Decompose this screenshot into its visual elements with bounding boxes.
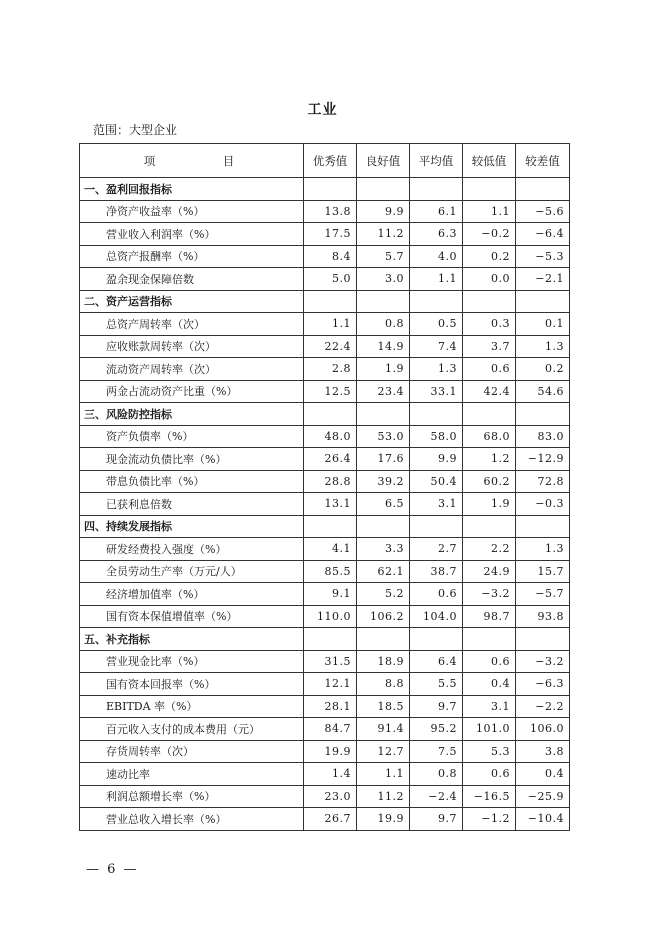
section-row <box>80 403 570 426</box>
indicator-label: 百元收入支付的成本费用（元） <box>80 718 304 741</box>
indicator-label: 盈余现金保障倍数 <box>80 268 304 291</box>
value-cell <box>463 178 516 201</box>
value-cell: 48.0 <box>304 425 357 448</box>
indicator-label: 存货周转率（次） <box>80 740 304 763</box>
value-cell: 3.7 <box>463 335 516 358</box>
value-cell: 0.6 <box>463 763 516 786</box>
value-cell <box>516 628 570 651</box>
value-cell: 5.0 <box>304 268 357 291</box>
value-cell: 1.3 <box>410 358 463 381</box>
indicator-label: 已获利息倍数 <box>80 493 304 516</box>
scope-label: 范围：大型企业 <box>93 123 178 137</box>
table-row <box>80 560 570 583</box>
value-cell: −5.3 <box>516 245 570 268</box>
value-cell: 58.0 <box>410 425 463 448</box>
value-cell: 0.8 <box>410 763 463 786</box>
value-cell: 5.3 <box>463 740 516 763</box>
table-header-row <box>80 144 570 178</box>
value-cell: 0.1 <box>516 313 570 336</box>
value-cell <box>410 515 463 538</box>
value-cell: 91.4 <box>357 718 410 741</box>
column-header: 优秀值 <box>304 144 357 178</box>
value-cell: 39.2 <box>357 470 410 493</box>
value-cell <box>410 178 463 201</box>
value-cell: 24.9 <box>463 560 516 583</box>
value-cell: −5.7 <box>516 583 570 606</box>
section-label: 二、资产运营指标 <box>80 290 304 313</box>
indicator-label: 流动资产周转率（次） <box>80 358 304 381</box>
value-cell: 12.7 <box>357 740 410 763</box>
value-cell: 9.7 <box>410 808 463 831</box>
value-cell: 6.4 <box>410 650 463 673</box>
value-cell <box>304 403 357 426</box>
value-cell: 0.2 <box>463 245 516 268</box>
table-row <box>80 313 570 336</box>
page-title: 工业 <box>307 102 338 118</box>
value-cell <box>410 403 463 426</box>
value-cell: 62.1 <box>357 560 410 583</box>
value-cell <box>357 178 410 201</box>
value-cell: 8.8 <box>357 673 410 696</box>
table-row <box>80 808 570 831</box>
value-cell: 4.1 <box>304 538 357 561</box>
indicator-label: 研发经费投入强度（%） <box>80 538 304 561</box>
value-cell: 17.5 <box>304 223 357 246</box>
column-header: 良好值 <box>357 144 410 178</box>
table-row <box>80 718 570 741</box>
value-cell: 106.2 <box>357 605 410 628</box>
value-cell: 2.8 <box>304 358 357 381</box>
value-cell <box>304 628 357 651</box>
value-cell: 53.0 <box>357 425 410 448</box>
indicator-label: 资产负债率（%） <box>80 425 304 448</box>
value-cell: −12.9 <box>516 448 570 471</box>
section-label: 一、盈利回报指标 <box>80 178 304 201</box>
value-cell: 12.5 <box>304 380 357 403</box>
value-cell: 110.0 <box>304 605 357 628</box>
value-cell: 7.5 <box>410 740 463 763</box>
value-cell <box>357 628 410 651</box>
value-cell: 28.1 <box>304 695 357 718</box>
section-label: 五、补充指标 <box>80 628 304 651</box>
table-row <box>80 695 570 718</box>
value-cell <box>357 515 410 538</box>
section-label: 四、持续发展指标 <box>80 515 304 538</box>
indicator-label: 带息负债比率（%） <box>80 470 304 493</box>
value-cell: 11.2 <box>357 223 410 246</box>
value-cell: 15.7 <box>516 560 570 583</box>
value-cell: −10.4 <box>516 808 570 831</box>
value-cell: 42.4 <box>463 380 516 403</box>
value-cell: 5.7 <box>357 245 410 268</box>
section-row <box>80 515 570 538</box>
value-cell: 0.3 <box>463 313 516 336</box>
value-cell: 33.1 <box>410 380 463 403</box>
value-cell: 1.1 <box>357 763 410 786</box>
value-cell <box>463 515 516 538</box>
value-cell: 4.0 <box>410 245 463 268</box>
value-cell: 1.2 <box>463 448 516 471</box>
value-cell: −0.3 <box>516 493 570 516</box>
column-header: 较差值 <box>516 144 570 178</box>
value-cell: −2.1 <box>516 268 570 291</box>
table-row <box>80 583 570 606</box>
value-cell: 9.9 <box>357 200 410 223</box>
value-cell: 60.2 <box>463 470 516 493</box>
table-row <box>80 650 570 673</box>
column-header: 平均值 <box>410 144 463 178</box>
value-cell: 0.2 <box>516 358 570 381</box>
value-cell: 54.6 <box>516 380 570 403</box>
value-cell <box>410 628 463 651</box>
table-row <box>80 470 570 493</box>
table-row <box>80 223 570 246</box>
value-cell: 68.0 <box>463 425 516 448</box>
value-cell: 106.0 <box>516 718 570 741</box>
value-cell: 1.9 <box>463 493 516 516</box>
value-cell <box>304 178 357 201</box>
value-cell: −6.3 <box>516 673 570 696</box>
indicator-label: 总资产报酬率（%） <box>80 245 304 268</box>
value-cell: 38.7 <box>410 560 463 583</box>
value-cell: 93.8 <box>516 605 570 628</box>
table-row <box>80 763 570 786</box>
value-cell: 31.5 <box>304 650 357 673</box>
table-row <box>80 268 570 291</box>
column-header: 较低值 <box>463 144 516 178</box>
value-cell: 84.7 <box>304 718 357 741</box>
value-cell: 1.9 <box>357 358 410 381</box>
indicator-label: 利润总额增长率（%） <box>80 785 304 808</box>
value-cell: −1.2 <box>463 808 516 831</box>
page-number: — 6 — <box>86 862 139 877</box>
indicator-label: 总资产周转率（次） <box>80 313 304 336</box>
value-cell <box>410 290 463 313</box>
value-cell: 2.2 <box>463 538 516 561</box>
value-cell: 5.2 <box>357 583 410 606</box>
indicator-label: 营业总收入增长率（%） <box>80 808 304 831</box>
value-cell: 23.4 <box>357 380 410 403</box>
indicator-label: 两金占流动资产比重（%） <box>80 380 304 403</box>
value-cell: 0.5 <box>410 313 463 336</box>
value-cell: 12.1 <box>304 673 357 696</box>
value-cell: 104.0 <box>410 605 463 628</box>
value-cell: 3.8 <box>516 740 570 763</box>
section-row <box>80 628 570 651</box>
value-cell: 1.3 <box>516 538 570 561</box>
table-row <box>80 740 570 763</box>
indicator-label: 营业收入利润率（%） <box>80 223 304 246</box>
value-cell <box>304 290 357 313</box>
value-cell <box>463 403 516 426</box>
value-cell <box>357 290 410 313</box>
value-cell: 26.7 <box>304 808 357 831</box>
value-cell <box>516 290 570 313</box>
table-row <box>80 425 570 448</box>
value-cell: 0.4 <box>516 763 570 786</box>
value-cell <box>516 178 570 201</box>
indicator-label: 全员劳动生产率（万元/人） <box>80 560 304 583</box>
value-cell: 18.5 <box>357 695 410 718</box>
value-cell: 14.9 <box>357 335 410 358</box>
value-cell: 1.3 <box>516 335 570 358</box>
table-row <box>80 200 570 223</box>
value-cell: 8.4 <box>304 245 357 268</box>
value-cell: 13.8 <box>304 200 357 223</box>
value-cell: 0.6 <box>463 650 516 673</box>
indicator-label: 现金流动负债比率（%） <box>80 448 304 471</box>
value-cell: 17.6 <box>357 448 410 471</box>
table-row <box>80 245 570 268</box>
value-cell: 50.4 <box>410 470 463 493</box>
indicator-label: 应收账款周转率（次） <box>80 335 304 358</box>
value-cell: 0.8 <box>357 313 410 336</box>
value-cell <box>463 628 516 651</box>
indicator-label: 国有资本保值增值率（%） <box>80 605 304 628</box>
value-cell: 0.0 <box>463 268 516 291</box>
value-cell: 9.1 <box>304 583 357 606</box>
value-cell: 19.9 <box>304 740 357 763</box>
indicator-label: 速动比率 <box>80 763 304 786</box>
indicator-label: EBITDA 率（%） <box>80 695 304 718</box>
value-cell: 85.5 <box>304 560 357 583</box>
value-cell: −0.2 <box>463 223 516 246</box>
value-cell: −25.9 <box>516 785 570 808</box>
table-row <box>80 448 570 471</box>
value-cell: 6.5 <box>357 493 410 516</box>
value-cell: 3.1 <box>463 695 516 718</box>
value-cell: 0.6 <box>463 358 516 381</box>
value-cell: 1.4 <box>304 763 357 786</box>
table-row <box>80 605 570 628</box>
value-cell: 0.4 <box>463 673 516 696</box>
table-row <box>80 380 570 403</box>
indicator-label: 国有资本回报率（%） <box>80 673 304 696</box>
table-row <box>80 785 570 808</box>
value-cell: −2.2 <box>516 695 570 718</box>
value-cell: 13.1 <box>304 493 357 516</box>
value-cell: 18.9 <box>357 650 410 673</box>
table-body <box>80 178 570 831</box>
value-cell: −6.4 <box>516 223 570 246</box>
value-cell: −5.6 <box>516 200 570 223</box>
column-header-item: 项 目 <box>80 144 304 178</box>
value-cell: 23.0 <box>304 785 357 808</box>
table-row <box>80 493 570 516</box>
indicator-label: 经济增加值率（%） <box>80 583 304 606</box>
value-cell: −2.4 <box>410 785 463 808</box>
value-cell: 1.1 <box>304 313 357 336</box>
value-cell: 72.8 <box>516 470 570 493</box>
value-cell: 101.0 <box>463 718 516 741</box>
table-row <box>80 358 570 381</box>
indicator-table <box>79 143 570 831</box>
table-row <box>80 673 570 696</box>
value-cell <box>304 515 357 538</box>
value-cell: 7.4 <box>410 335 463 358</box>
value-cell: −3.2 <box>463 583 516 606</box>
value-cell: 11.2 <box>357 785 410 808</box>
section-row <box>80 290 570 313</box>
value-cell: 9.7 <box>410 695 463 718</box>
value-cell: −16.5 <box>463 785 516 808</box>
table-row <box>80 335 570 358</box>
value-cell: 3.1 <box>410 493 463 516</box>
value-cell: 83.0 <box>516 425 570 448</box>
value-cell: 2.7 <box>410 538 463 561</box>
table-row <box>80 538 570 561</box>
value-cell <box>516 403 570 426</box>
value-cell: 9.9 <box>410 448 463 471</box>
value-cell <box>516 515 570 538</box>
value-cell <box>463 290 516 313</box>
value-cell: 19.9 <box>357 808 410 831</box>
value-cell: 6.1 <box>410 200 463 223</box>
indicator-label: 净资产收益率（%） <box>80 200 304 223</box>
value-cell: 28.8 <box>304 470 357 493</box>
value-cell: 98.7 <box>463 605 516 628</box>
value-cell: 3.3 <box>357 538 410 561</box>
section-row <box>80 178 570 201</box>
indicator-label: 营业现金比率（%） <box>80 650 304 673</box>
value-cell: 5.5 <box>410 673 463 696</box>
section-label: 三、风险防控指标 <box>80 403 304 426</box>
value-cell <box>357 403 410 426</box>
value-cell: 1.1 <box>410 268 463 291</box>
value-cell: 22.4 <box>304 335 357 358</box>
value-cell: 95.2 <box>410 718 463 741</box>
value-cell: −3.2 <box>516 650 570 673</box>
value-cell: 26.4 <box>304 448 357 471</box>
value-cell: 1.1 <box>463 200 516 223</box>
value-cell: 0.6 <box>410 583 463 606</box>
value-cell: 6.3 <box>410 223 463 246</box>
value-cell: 3.0 <box>357 268 410 291</box>
